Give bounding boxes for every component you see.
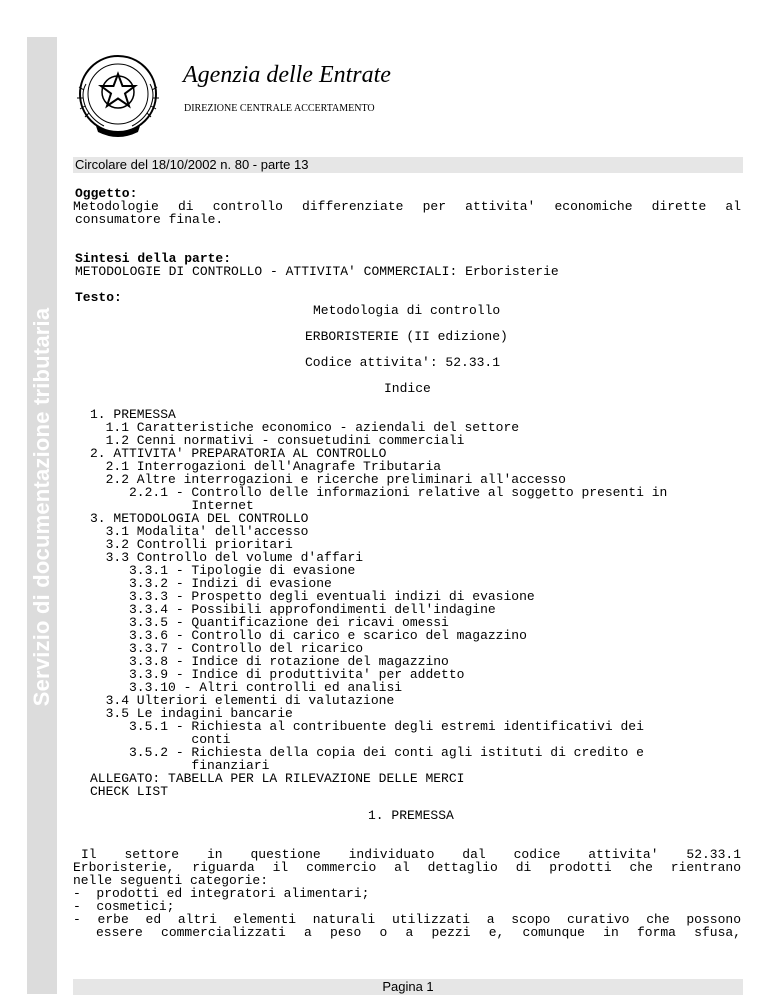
sintesi-text: METODOLOGIE DI CONTROLLO - ATTIVITA' COMMERCIALI: Erboristerie <box>75 264 559 279</box>
doc-subtitle: ERBORISTERIE (II edizione) <box>305 329 508 344</box>
toc-item: 2.1 Interrogazioni dell'Anagrafe Tributaria <box>90 459 442 474</box>
sintesi-label: Sintesi della parte: <box>75 251 232 266</box>
toc-item: 2.2 Altre interrogazioni e ricerche preliminari all'accesso <box>90 472 566 487</box>
toc-item: 3.3 Controllo del volume d'affari <box>90 550 364 565</box>
agency-name: Agenzia delle Entrate <box>183 62 391 88</box>
oggetto-line-2: consumatore finale. <box>75 212 224 227</box>
toc-item: 3.5 Le indagini bancarie <box>90 706 293 721</box>
toc-item: 3.3.9 - Indice di produttivita' per addetto <box>90 667 465 682</box>
toc-item: CHECK LIST <box>90 784 169 799</box>
testo-label: Testo: <box>75 290 122 305</box>
circolare-header-bar: Circolare del 18/10/2002 n. 80 - parte 13 <box>73 157 743 173</box>
toc-item: 1.2 Cenni normativi - consuetudini commerciali <box>90 433 465 448</box>
body-paragraph: Il settore in questione individuato dal codice attivita' 52.33.1 <box>81 847 741 862</box>
oggetto-line-1: Metodologie di controllo differenziate per attivita' economiche dirette al <box>73 199 741 214</box>
list-item: - prodotti ed integratori alimentari; <box>73 886 370 901</box>
codice-attivita: Codice attivita': 52.33.1 <box>305 355 501 370</box>
list-item: - erbe ed altri elementi naturali utilizzati a scopo curativo che possono <box>73 912 741 927</box>
list-item: essere commercializzati a peso o a pezzi e, comunque in forma sfusa, <box>96 925 741 940</box>
sidebar-title: Servizio di documentazione tributaria <box>29 307 54 707</box>
toc-item: 3.1 Modalita' dell'accesso <box>90 524 309 539</box>
toc-item: ALLEGATO: TABELLA PER LA RILEVAZIONE DELLE MERCI <box>90 771 465 786</box>
toc-item: conti <box>90 732 231 747</box>
toc-item: 3.3.4 - Possibili approfondimenti dell'indagine <box>90 602 496 617</box>
doc-title: Metodologia di controllo <box>313 303 501 318</box>
toc-item: 3.3.1 - Tipologie di evasione <box>90 563 356 578</box>
toc-item: Internet <box>90 498 254 513</box>
sidebar-band <box>27 37 57 994</box>
toc-item: 3.3.2 - Indizi di evasione <box>90 576 332 591</box>
toc-item: 3.3.10 - Altri controlli ed analisi <box>90 680 403 695</box>
toc-item: 1.1 Caratteristiche economico - aziendali del settore <box>90 420 520 435</box>
oggetto-label: Oggetto: <box>75 186 138 201</box>
section-heading: 1. PREMESSA <box>368 808 454 823</box>
table-of-contents <box>90 408 667 798</box>
toc-item: 3. METODOLOGIA DEL CONTROLLO <box>90 511 309 526</box>
toc-item: 3.3.6 - Controllo di carico e scarico del magazzino <box>90 628 527 643</box>
toc-item: finanziari <box>90 758 270 773</box>
list-item: - cosmetici; <box>73 899 175 914</box>
page-footer: Pagina 1 <box>73 979 743 995</box>
body-paragraph: Erboristerie, riguarda il commercio al dettaglio di prodotti che rientrano <box>73 860 741 875</box>
body-paragraph: nelle seguenti categorie: <box>73 873 269 888</box>
toc-item: 3.5.1 - Richiesta al contribuente degli estremi identificativi dei <box>90 719 644 734</box>
toc-item: 1. PREMESSA <box>90 407 176 422</box>
toc-item: 2. ATTIVITA' PREPARATORIA AL CONTROLLO <box>90 446 387 461</box>
toc-item: 3.3.7 - Controllo del ricarico <box>90 641 364 656</box>
toc-item: 3.3.5 - Quantificazione dei ricavi omessi <box>90 615 449 630</box>
republic-emblem-icon <box>70 50 166 140</box>
indice-heading: Indice <box>384 381 431 396</box>
toc-item: 3.3.3 - Prospetto degli eventuali indizi di evasione <box>90 589 535 604</box>
department-name: DIREZIONE CENTRALE ACCERTAMENTO <box>184 103 375 114</box>
toc-item: 3.4 Ulteriori elementi di valutazione <box>90 693 395 708</box>
toc-item: 3.2 Controlli prioritari <box>90 537 293 552</box>
toc-item: 3.3.8 - Indice di rotazione del magazzino <box>90 654 449 669</box>
toc-item: 3.5.2 - Richiesta della copia dei conti agli istituti di credito e <box>90 745 644 760</box>
toc-item: 2.2.1 - Controllo delle informazioni relative al soggetto presenti in <box>90 485 668 500</box>
